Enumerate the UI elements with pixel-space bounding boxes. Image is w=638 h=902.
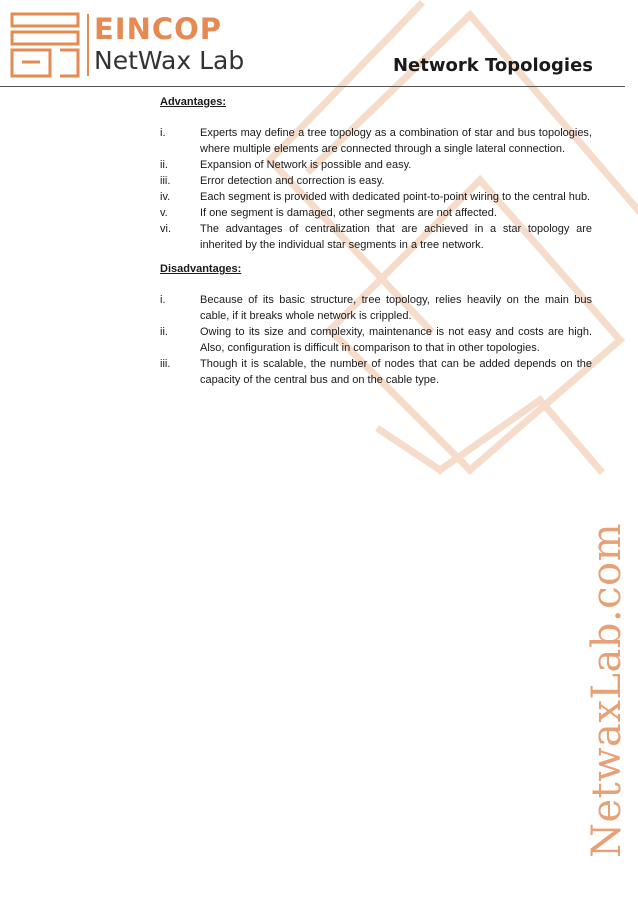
advantages-heading: Advantages: bbox=[160, 96, 227, 108]
list-number: iv. bbox=[160, 191, 171, 203]
brand-subtitle: NetWax Lab bbox=[94, 46, 245, 75]
list-text: Each segment is provided with dedicated point-to-point wiring to the central hub. bbox=[200, 191, 591, 203]
list-item bbox=[160, 292, 592, 324]
list-number: ii. bbox=[160, 159, 168, 171]
disadvantages-list bbox=[160, 292, 592, 388]
list-number: v. bbox=[160, 207, 168, 219]
list-item bbox=[160, 125, 592, 157]
document-body bbox=[160, 94, 592, 396]
list-text: Expansion of Network is possible and easy. bbox=[200, 159, 412, 171]
list-item bbox=[160, 157, 592, 173]
list-text: Because of its basic structure, tree topology, relies heavily on the main bus cable, if it breaks whole network is crippled. bbox=[200, 294, 592, 322]
list-item bbox=[160, 205, 592, 221]
disadvantages-heading: Disadvantages: bbox=[160, 263, 242, 275]
advantages-list bbox=[160, 125, 592, 253]
header-divider bbox=[0, 86, 625, 87]
list-number: iii. bbox=[160, 175, 171, 187]
list-item bbox=[160, 173, 592, 189]
list-number: i. bbox=[160, 127, 166, 139]
list-number: iii. bbox=[160, 358, 171, 370]
list-item bbox=[160, 189, 592, 205]
list-item bbox=[160, 221, 592, 253]
list-number: i. bbox=[160, 294, 166, 306]
list-item bbox=[160, 324, 592, 356]
list-text: If one segment is damaged, other segments are not affected. bbox=[200, 207, 497, 219]
list-number: vi. bbox=[160, 223, 171, 235]
list-item bbox=[160, 356, 592, 388]
eincop-logo-icon bbox=[10, 12, 82, 78]
list-text: Error detection and correction is easy. bbox=[200, 175, 385, 187]
list-text: Owing to its size and complexity, maintenance is not easy and costs are high. Also, configuration is difficult in comparison to that in other topologies. bbox=[200, 326, 592, 354]
list-number: ii. bbox=[160, 326, 168, 338]
watermark-text: NetwaxLab.com bbox=[584, 522, 630, 858]
list-text: Though it is scalable, the number of nodes that can be added depends on the capacity of the central bus and on the cable type. bbox=[200, 358, 592, 386]
list-text: The advantages of centralization that are achieved in a star topology are inherited by the individual star segments in a tree network. bbox=[200, 223, 592, 251]
brand-name: EINCOP bbox=[94, 12, 223, 46]
list-text: Experts may define a tree topology as a combination of star and bus topologies, where multiple elements are connected through a single lateral connection. bbox=[200, 127, 592, 155]
page-title: Network Topologies bbox=[392, 55, 593, 76]
logo-divider bbox=[87, 14, 89, 76]
